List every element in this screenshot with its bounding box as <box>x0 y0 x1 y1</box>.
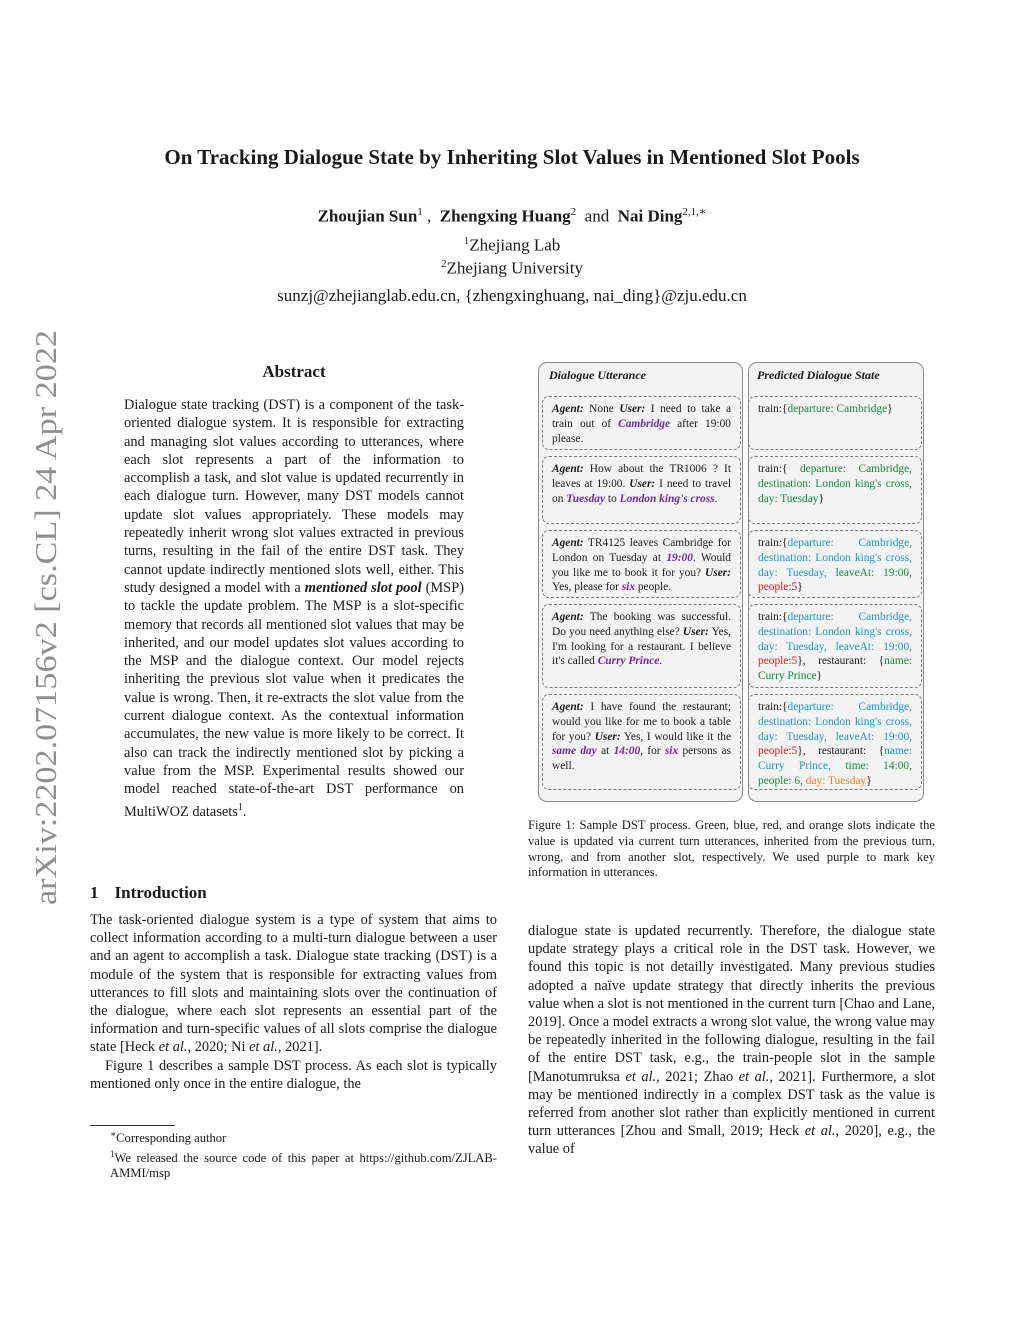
author-emails: sunzj@zhejianglab.edu.cn, {zhengxinghuang, nai_ding}@zju.edu.cn <box>277 286 747 305</box>
utterance-cell: Agent: The booking was successful. Do you need anything else? User: Yes, I'm looking for a restaurant. I believe it's called Curry Prince. <box>542 604 741 688</box>
state-cell: train:{departure: Cambridge} <box>748 396 922 450</box>
state-panel-header: Predicted Dialogue State <box>757 368 880 382</box>
paragraph: The task-oriented dialogue system is a type of system that aims to collect information according to a multi-turn dialogue between a user and an agent to accomplish a task. Dialogue state tracking (DST) is a module of the system that is responsible for extracting values from utterances to fill slots and maintaining slots over the continuation of the dialogue, where each slot represents an essential part of the information and turn-specific values of all slots comprise the dialogue state [Heck et al., 2020; Ni et al., 2021]. <box>90 912 497 1056</box>
intro-right-column <box>528 922 935 1159</box>
author-name: Nai Ding <box>617 206 683 226</box>
state-cell: train:{ departure: Cambridge, destination: London king's cross, day: Tuesday} <box>748 456 922 524</box>
utterance-cell: Agent: TR4125 leaves Cambridge for London on Tuesday at 19:00. Would you like me to book it for you? User: Yes, please for six people. <box>542 530 741 598</box>
paper-title: On Tracking Dialogue State by Inheriting Slot Values in Mentioned Slot Pools <box>164 145 860 169</box>
author-name: Zhengxing Huang <box>439 206 571 226</box>
arxiv-id-text: arXiv:2202.07156v2 [cs.CL] 24 Apr 2022 <box>28 383 63 905</box>
abstract-body: Dialogue state tracking (DST) is a component of the task-oriented dialogue system. It is responsible for extracting and managing slot values according to utterances, where each slot represents a part of the information to accomplish a task, and slot value is updated recurrently in each dialogue turn. However, many DST models cannot update slot values appropriately. These models may repeatedly inherit wrong slot values extracted in previous turns, resulting in the fail of the entire DST task. They cannot update indirectly mentioned slots well, either. This study designed a model with a mentioned slot pool (MSP) to tackle the update problem. The MSP is a slot-specific memory that records all mentioned slot values that may be inherited, and our model updates slot values according to the MSP and the dialogue context. Our model rejects inheriting the previous slot value when it predicates the value is wrong. Then, it re-extracts the slot value from the current dialogue context. As the contextual information accumulates, the new value is more likely to be correct. It also can track the indirectly mentioned slot by picking a value from the MSP. Experimental results showed our model reached state-of-the-art DST performance on MultiWOZ datasets$^1$. <box>124 397 464 820</box>
author-joiner: and <box>584 206 610 226</box>
utterance-cell: Agent: None User: I need to take a train out of Cambridge after 19:00 please. <box>542 396 741 450</box>
footnote: ∗Corresponding author <box>110 1129 227 1146</box>
author-name: Zhoujian Sun <box>317 206 418 226</box>
abstract-emphasis: mentioned slot pool <box>304 579 422 596</box>
footnote: $^1$We released the source code of this paper at https://github.com/ZJLAB-AMMI/msp <box>110 1148 497 1181</box>
intro-left-column <box>90 911 497 1093</box>
affiliation: $^1$Zhejiang Lab <box>463 235 561 255</box>
author-joiner: , <box>427 206 432 226</box>
abstract-heading: Abstract <box>262 362 326 381</box>
author-sup: 2,1,∗ <box>682 206 707 218</box>
utterance-cell: Agent: I have found the restaurant; would you like for me to book a table for you? User: Yes, I would like it the same day at 14:00, for six persons as well. <box>542 694 741 790</box>
footnote-ref: 1 <box>237 801 243 813</box>
figure-dst-process <box>538 362 924 802</box>
state-cell: train:{departure: Cambridge, destination: London king's cross, day: Tuesday, leaveAt: 19:00, people:5} <box>748 530 922 598</box>
affiliation: $^2$Zhejiang University <box>441 258 583 278</box>
section-heading: 1 Introduction <box>90 883 207 902</box>
author-sup: 1 <box>417 206 423 218</box>
arxiv-stamp <box>8 320 68 920</box>
utterance-cell: Agent: How about the TR1006 ? It leaves at 19:00. User: I need to travel on Tuesday to London king's cross. <box>542 456 741 524</box>
figure-caption: Figure 1: Sample DST process. Green, blue, red, and orange slots indicate the value is updated via current turn utterances, inherited from the previous turn, wrong, and from another slot, respectively. We used purple to mark key information in utterances. <box>528 818 935 880</box>
state-cell: train:{departure: Cambridge, destination: London king's cross, day: Tuesday, leaveAt: 19:00, people:5}, restaurant: {name: Curry Prince, time: 14:00, people: 6, day: Tuesday} <box>748 694 922 790</box>
author-list <box>0 205 1024 227</box>
author-sup: 2 <box>570 206 577 218</box>
footnote-divider <box>90 1125 175 1126</box>
state-cell: train:{departure: Cambridge, destination: London king's cross, day: Tuesday, leaveAt: 19:00, people:5}, restaurant: {name: Curry Prince} <box>748 604 922 688</box>
footnotes <box>90 1127 497 1182</box>
paragraph: dialogue state is updated recurrently. Therefore, the dialogue state update strategy plays a critical role in the DST task. However, we found this topic is not detailly investigated. Many previous studies adopted a naïve update strategy that directly inherits the previous value when a slot is not mentioned in the current turn [Chao and Lane, 2019]. Once a model extracts a wrong slot value, the wrong value may be repeatedly inherited in the following dialogue, resulting in the fail of the entire DST task, e.g., the train-people slot in the sample [Manotumruksa et al., 2021; Zhao et al., 2021]. Furthermore, a slot may be mentioned indirectly in a complex DST task as the value is referred from another slot rather than explicitly mentioned in current turn utterances [Zhou and Small, 2019; Heck et al., 2020], e.g., the value of <box>528 923 935 1158</box>
paragraph: Figure 1 describes a sample DST process. As each slot is typically mentioned only once in the entire dialogue, the <box>90 1057 497 1092</box>
utterance-panel-header: Dialogue Utterance <box>549 368 646 382</box>
